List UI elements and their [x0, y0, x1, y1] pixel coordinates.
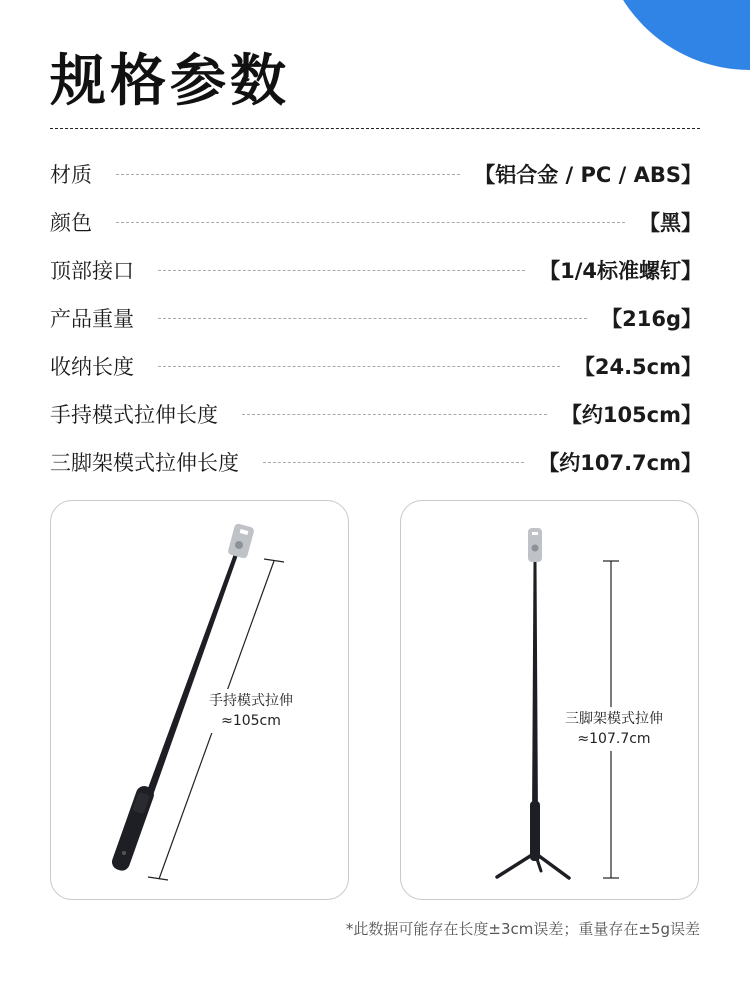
- handheld-mode-card: [50, 500, 349, 900]
- spec-value: 【24.5cm】: [573, 355, 702, 379]
- page-title: 规格参数: [50, 49, 290, 114]
- dotted-leader: [116, 222, 625, 223]
- spec-row-weight: [50, 294, 702, 342]
- camera-lens: [532, 545, 539, 552]
- spec-row-material: [50, 150, 702, 198]
- spec-list: [50, 150, 702, 486]
- spec-value: 【约105cm】: [560, 403, 702, 427]
- tripod-mode-card: [400, 500, 699, 900]
- camera-lens: [235, 541, 243, 549]
- tripod-caption-length: ≈107.7cm: [577, 731, 651, 747]
- pole-shaft: [144, 551, 239, 801]
- spec-label: 产品重量: [50, 307, 134, 331]
- spec-label: 颜色: [50, 211, 92, 235]
- spec-value: 【黑】: [639, 211, 702, 235]
- handheld-caption: [191, 689, 311, 733]
- pole-shaft: [532, 562, 538, 821]
- spec-row-top-interface: [50, 246, 702, 294]
- tripod-caption-title: 三脚架模式拉伸: [565, 711, 663, 727]
- spec-value: 【216g】: [601, 307, 702, 331]
- disclaimer-footnote: *此数据可能存在长度±3cm误差；重量存在±5g误差: [345, 920, 700, 938]
- spec-value: 【约107.7cm】: [538, 451, 702, 475]
- camera-screen: [532, 532, 538, 535]
- spec-row-tripod-length: [50, 438, 702, 486]
- tripod-stick-illustration: [401, 501, 698, 899]
- spec-label: 收纳长度: [50, 355, 134, 379]
- spec-row-handheld-length: [50, 390, 702, 438]
- spec-label: 三脚架模式拉伸长度: [50, 451, 239, 475]
- spec-label: 手持模式拉伸长度: [50, 403, 218, 427]
- spec-label: 顶部接口: [50, 259, 134, 283]
- title-divider: [50, 128, 700, 129]
- dotted-leader: [158, 270, 525, 271]
- handheld-caption-length: ≈105cm: [221, 713, 281, 729]
- spec-value: 【1/4标准螺钉】: [539, 259, 702, 283]
- corner-decoration: [600, 0, 750, 70]
- camera-body: [227, 523, 255, 559]
- dotted-leader: [263, 462, 524, 463]
- handle-grip: [110, 784, 156, 873]
- spec-row-color: [50, 198, 702, 246]
- dimension-tick-bottom: [148, 877, 168, 880]
- spec-row-folded-length: [50, 342, 702, 390]
- dotted-leader: [158, 366, 560, 367]
- dotted-leader: [242, 414, 547, 415]
- spec-label: 材质: [50, 163, 92, 187]
- handle-hole: [122, 851, 126, 855]
- dotted-leader: [116, 174, 460, 175]
- handheld-caption-title: 手持模式拉伸: [209, 693, 293, 709]
- dotted-leader: [158, 318, 587, 319]
- tripod-caption: [551, 707, 677, 751]
- tripod-leg-left: [497, 853, 535, 877]
- spec-value: 【铝合金 / PC / ABS】: [474, 163, 702, 187]
